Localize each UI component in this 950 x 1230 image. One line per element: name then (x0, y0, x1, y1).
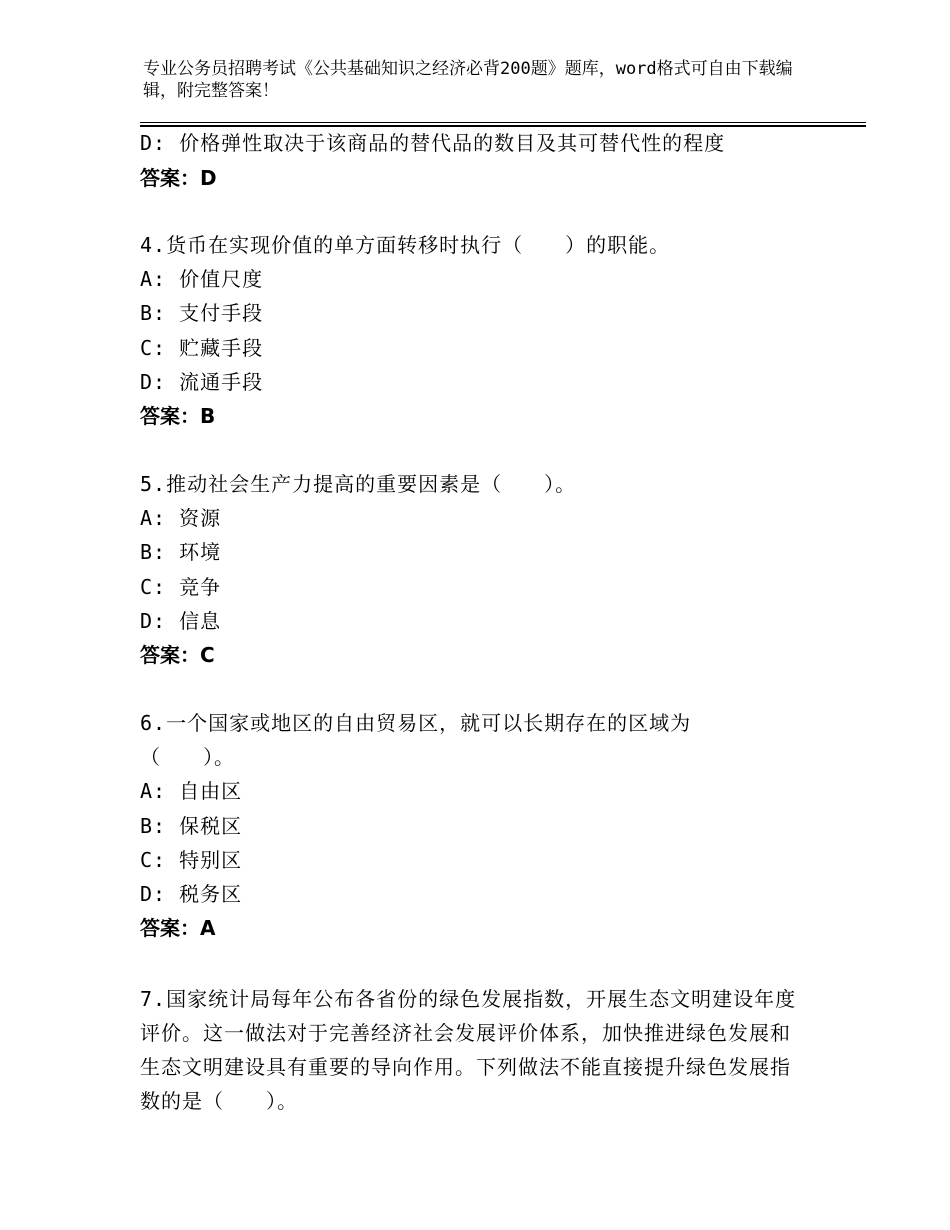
q3-answer: 答案：D (140, 166, 217, 190)
q4-option-b: B: 支付手段 (140, 301, 264, 325)
q5-option-c: C: 竞争 (140, 575, 222, 599)
q6-answer: 答案：A (140, 916, 216, 940)
q6-stem-line1: 6.一个国家或地区的自由贸易区，就可以长期存在的区域为 (140, 711, 692, 735)
q6-stem-line2: （ ）。 (140, 745, 235, 769)
q4-option-c: C: 贮藏手段 (140, 336, 264, 360)
q5-answer: 答案：C (140, 643, 215, 667)
q5-stem: 5.推动社会生产力提高的重要因素是（ ）。 (140, 472, 577, 496)
q4-option-a: A: 价值尺度 (140, 267, 264, 291)
q6-option-a: A: 自由区 (140, 779, 243, 803)
q4-stem: 4.货币在实现价值的单方面转移时执行（ ）的职能。 (140, 233, 671, 257)
divider-line-thick (140, 125, 866, 127)
q5-option-b: B: 环境 (140, 540, 222, 564)
q5-option-d: D: 信息 (140, 609, 222, 633)
q3-option-d: D: 价格弹性取决于该商品的替代品的数目及其可替代性的程度 (140, 131, 726, 155)
divider-line-thin (140, 122, 866, 123)
q4-option-d: D: 流通手段 (140, 370, 264, 394)
q5-option-a: A: 资源 (140, 506, 222, 530)
q7-stem: 7.国家统计局每年公布各省份的绿色发展指数，开展生态文明建设年度评价。这一做法对于完善经济社会发展评价体系，加快推进绿色发展和生态文明建设具有重要的导向作用。下列做法不能直接提升绿色发展指数的是（ ）。 (140, 987, 797, 1113)
q4-answer: 答案：B (140, 404, 216, 428)
q6-option-b: B: 保税区 (140, 814, 243, 838)
header-divider (140, 122, 866, 127)
q6-option-d: D: 税务区 (140, 882, 243, 906)
document-header: 专业公务员招聘考试《公共基础知识之经济必背200题》题库，word格式可自由下载编辑，附完整答案！ (143, 59, 793, 101)
q6-option-c: C: 特别区 (140, 848, 243, 872)
